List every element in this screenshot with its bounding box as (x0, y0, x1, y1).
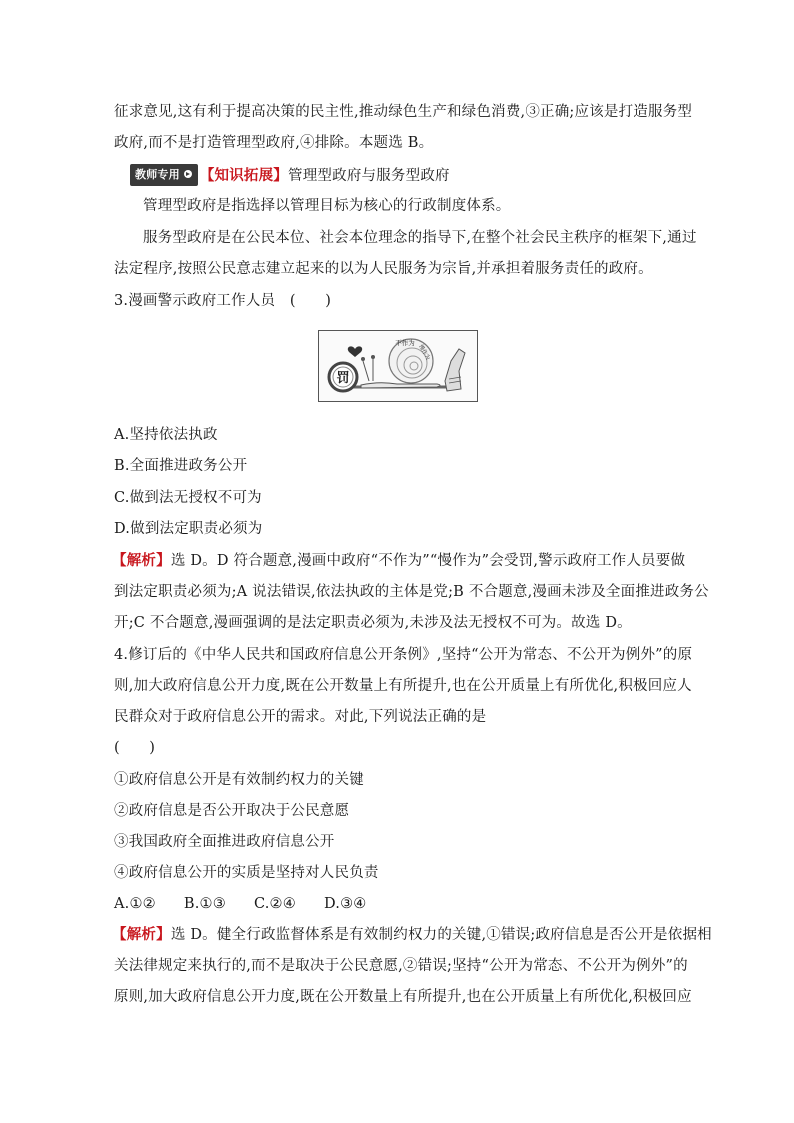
antenna (363, 361, 369, 381)
q4-analysis-line: 原则,加大政府信息公开力度,既在公开数量上有所提升,也在公开质量上有所优化,积极回应 (114, 989, 692, 1005)
option-b: B.全面推进政务公开 (114, 458, 248, 474)
paragraph-line: 政府,而不是打造管理型政府,④排除。本题选 B。 (114, 135, 434, 151)
choice-c: C.②④ (253, 896, 296, 912)
q4-analysis-line (112, 925, 712, 945)
knowledge-title: 管理型政府与服务型政府 (288, 168, 450, 184)
heart-icon (348, 346, 362, 357)
choice-d: D.③④ (323, 896, 367, 912)
q4-item-2: ②政府信息是否公开取决于公民意愿 (114, 803, 350, 819)
q3-analysis-line: 开;C 不合题意,漫画强调的是法定职责必须为,未涉及法无授权不可为。故选 D。 (114, 615, 632, 631)
q4-item-3: ③我国政府全面推进政府信息公开 (114, 834, 335, 850)
question-3-stem: 3.漫画警示政府工作人员 ( ) (114, 293, 332, 309)
comic-illustration (318, 330, 478, 402)
q4-item-4: ④政府信息公开的实质是坚持对人民负责 (114, 865, 379, 881)
option-a: A.坚持依法执政 (114, 427, 218, 443)
sign-text: 罚 (336, 371, 350, 386)
hand-shape (445, 349, 465, 391)
shell-text-2: 慢作为 (417, 343, 431, 362)
choice-a: A.①② (114, 896, 156, 912)
q4-item-1: ①政府信息公开是有效制约权力的关键 (114, 772, 364, 788)
paragraph-line: 法定程序,按照公民意志建立起来的以为人民服务为宗旨,并承担着服务责任的政府。 (114, 261, 653, 277)
shell-text-1: 不作为 (395, 339, 415, 347)
analysis-text: 选 D。健全行政监督体系是有效制约权力的关键,①错误;政府信息是否公开是依据相 (170, 927, 712, 943)
play-icon (184, 170, 192, 178)
option-d: D.做到法定职责必须为 (114, 521, 263, 537)
antenna-tip (361, 357, 365, 361)
q3-analysis-line: 到法定职责必须为;A 说法错误,依法执政的主体是党;B 不合题意,漫画未涉及全面推进政务公 (114, 584, 709, 600)
question-4-bracket: ( ) (114, 740, 156, 756)
antenna-tip (371, 355, 375, 359)
snail-body (361, 383, 440, 388)
q4-analysis-line: 关法律规定来执行的,而不是取决于公民意愿,②错误;坚持“公开为常态、不公开为例外”的 (114, 958, 688, 974)
question-4-stem-line: 则,加大政府信息公开力度,既在公开数量上有所提升,也在公开质量上有所优化,积极回应人 (114, 678, 692, 694)
paragraph-line: 管理型政府是指选择以管理目标为核心的行政制度体系。 (143, 198, 511, 214)
option-c: C.做到法无授权不可为 (114, 490, 262, 506)
teacher-only-badge: 教师专用 (130, 164, 198, 186)
analysis-text: 选 D。D 符合题意,漫画中政府“不作为”“慢作为”会受罚,警示政府工作人员要做 (170, 553, 686, 569)
knowledge-tag: 【知识拓展】 (199, 167, 289, 184)
choice-b: B.①③ (183, 896, 226, 912)
snail-comic-svg (319, 331, 477, 401)
knowledge-extension-heading (130, 164, 710, 186)
analysis-tag: 【解析】 (112, 552, 171, 569)
q4-choices (114, 894, 694, 914)
paragraph-line: 服务型政府是在公民本位、社会本位理念的指导下,在整个社会民主秩序的框架下,通过 (143, 230, 697, 246)
paragraph-line: 征求意见,这有利于提高决策的民主性,推动绿色生产和绿色消费,③正确;应该是打造服务型 (114, 104, 693, 120)
q3-analysis-line (112, 551, 692, 571)
analysis-tag: 【解析】 (112, 926, 171, 943)
question-4-stem-line: 4.修订后的《中华人民共和国政府信息公开条例》,坚持“公开为常态、不公开为例外”的原 (114, 647, 693, 663)
question-4-stem-line: 民群众对于政府信息公开的需求。对此,下列说法正确的是 (114, 709, 487, 725)
